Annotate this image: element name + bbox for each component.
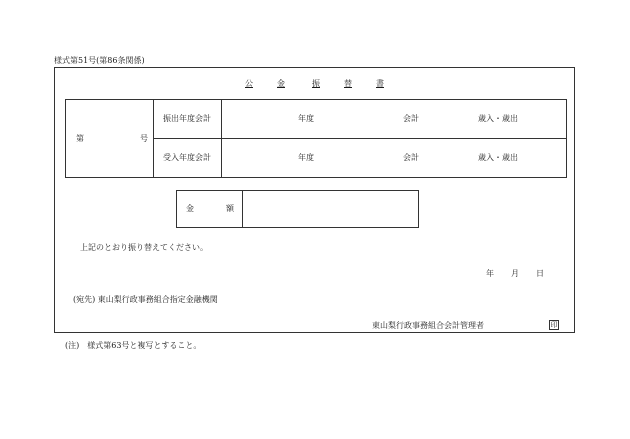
receipt-row-type: 歳入・歳出 [478, 153, 518, 162]
issuer: 東山梨行政事務組合会計管理者 [372, 321, 484, 330]
number-label-right: 号 [140, 134, 148, 143]
footnote: (注) 様式第63号と複写とすること。 [65, 341, 202, 350]
seal-mark [549, 320, 559, 330]
title-char-1: 公 [245, 79, 253, 88]
request-text: 上記のとおり振り替えてください。 [80, 243, 208, 252]
number-label-left: 第 [76, 134, 84, 143]
main-table-row-divider [153, 138, 567, 139]
date-day: 日 [536, 269, 544, 278]
form-number: 様式第51号(第86条関係) [54, 56, 145, 65]
receipt-row-label: 受入年度会計 [163, 153, 211, 162]
amount-label-right: 額 [226, 204, 234, 213]
dispatch-row-label: 振出年度会計 [163, 114, 211, 123]
title-char-3: 振 [312, 79, 320, 88]
amount-label-left: 金 [186, 204, 194, 213]
title-char-4: 替 [344, 79, 352, 88]
receipt-row-account: 会計 [403, 153, 419, 162]
title-char-5: 書 [376, 79, 384, 88]
addressee: (宛先) 東山梨行政事務組合指定金融機関 [73, 295, 218, 304]
date-year: 年 [486, 269, 494, 278]
date-month: 月 [511, 269, 519, 278]
amount-box-divider [242, 190, 243, 228]
receipt-row-year: 年度 [298, 153, 314, 162]
title-char-2: 金 [277, 79, 285, 88]
dispatch-row-type: 歳入・歳出 [478, 114, 518, 123]
amount-box [176, 190, 419, 228]
seal-char: 印 [550, 320, 558, 329]
dispatch-row-year: 年度 [298, 114, 314, 123]
dispatch-row-account: 会計 [403, 114, 419, 123]
